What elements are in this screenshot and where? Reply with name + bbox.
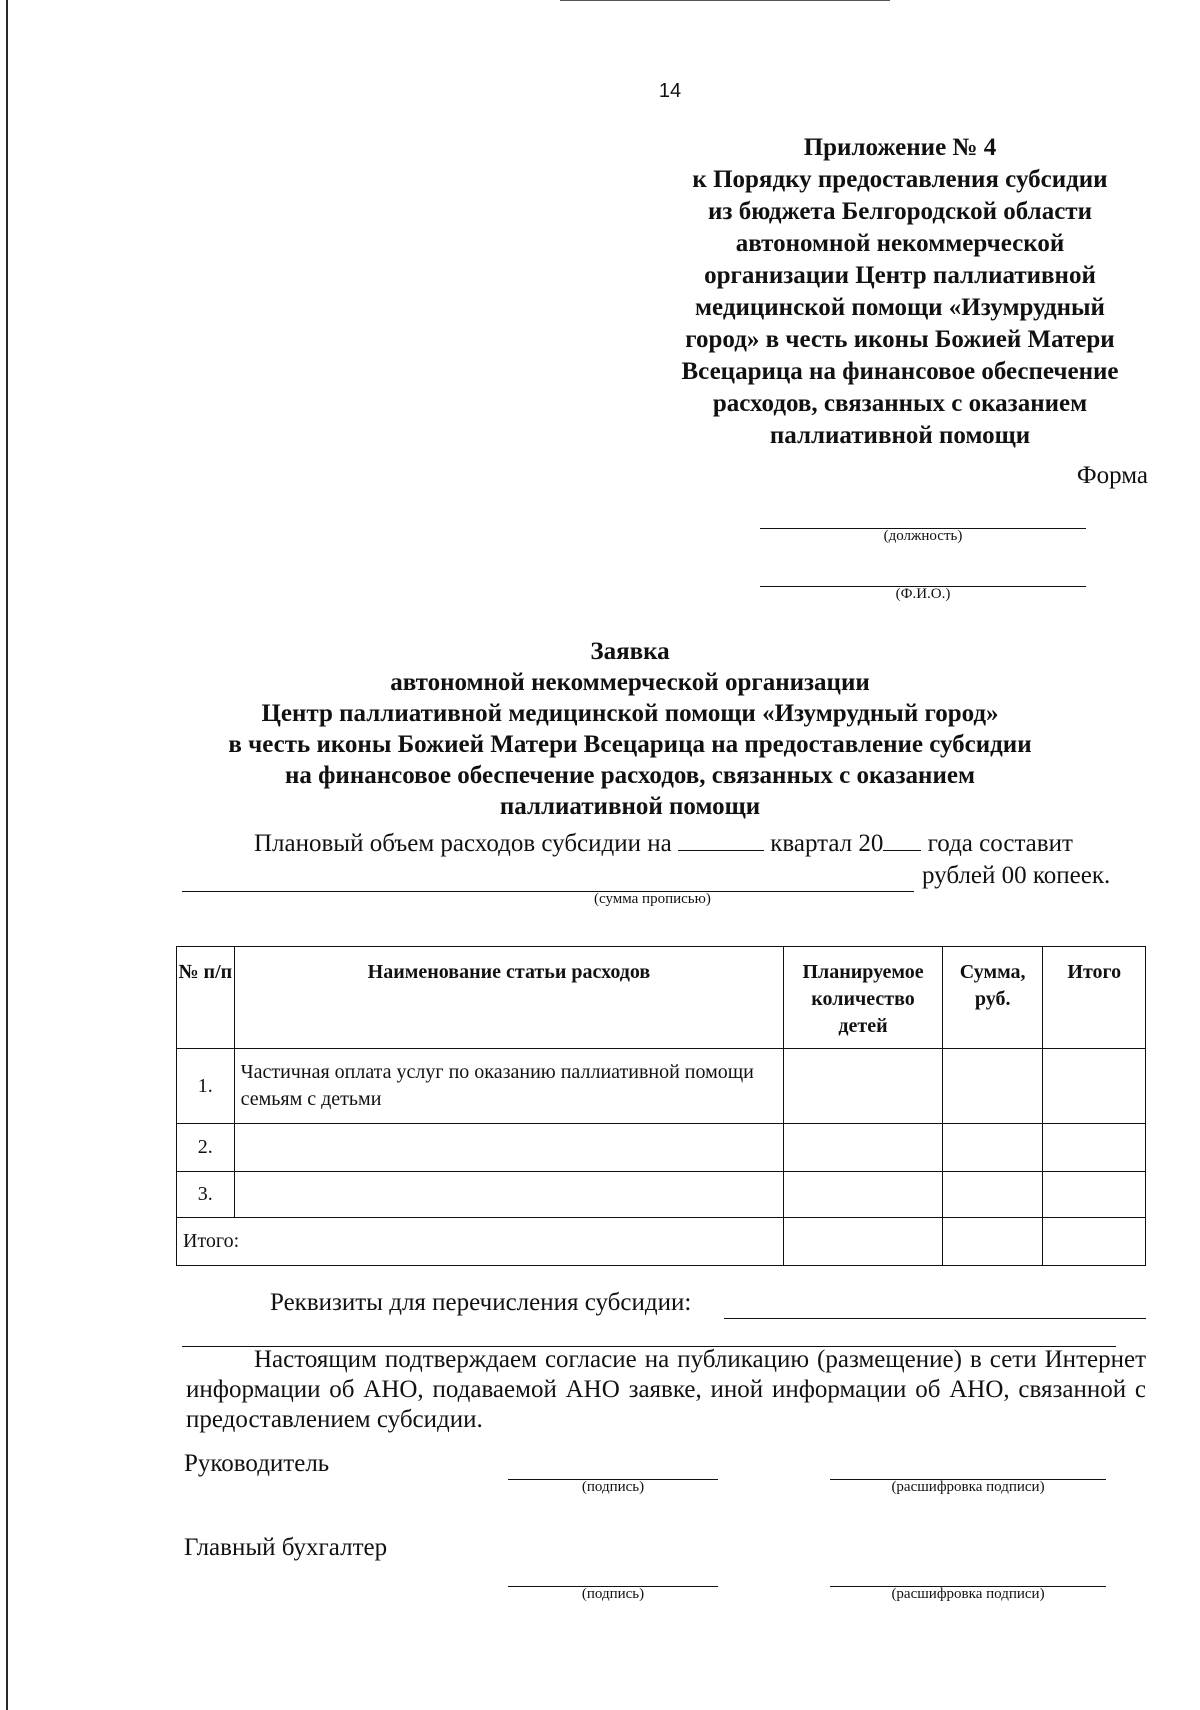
director-decode-caption: (расшифровка подписи) (891, 1479, 1045, 1495)
amount-caption: (сумма прописью) (594, 891, 711, 907)
appendix-line: организации Центр паллиативной (704, 262, 1096, 289)
table-header-row (177, 947, 1146, 1049)
form-label: Форма (1076, 462, 1148, 489)
consent-paragraph (186, 1345, 1146, 1435)
title-line: Центр паллиативной медицинской помощи «Изумрудный город» (261, 700, 999, 727)
table-row (177, 1172, 1146, 1218)
appendix-line: Всецарица на финансовое обеспечение (681, 358, 1119, 385)
row-number: 2. (177, 1124, 235, 1172)
row-sum-cell[interactable] (942, 1049, 1043, 1124)
title-line: автономной некоммерческой организации (390, 669, 870, 696)
accountant-signature-caption: (подпись) (581, 1586, 645, 1602)
row-number: 3. (177, 1172, 235, 1218)
director-signature-caption: (подпись) (581, 1479, 645, 1495)
scan-edge-top (560, 0, 890, 1)
planned-text: рублей 00 копеек. (922, 862, 1111, 889)
row-sum-cell[interactable] (942, 1172, 1043, 1218)
header-total: Итого (1043, 947, 1146, 1049)
row-children-cell[interactable] (784, 1172, 943, 1218)
position-caption: (должность) (883, 528, 963, 544)
row-number: 1. (177, 1049, 235, 1124)
table-total-row (177, 1218, 1146, 1266)
header-expense-item: Наименование статьи расходов (234, 947, 784, 1049)
scan-edge-left (6, 0, 8, 1710)
planned-text: квартал 20 (770, 830, 884, 857)
accountant-label: Главный бухгалтер (184, 1534, 388, 1561)
appendix-line: расходов, связанных с оказанием (712, 390, 1088, 417)
header-sum: Сумма, руб. (942, 947, 1043, 1049)
row-children-cell[interactable] (784, 1049, 943, 1124)
requisites-field[interactable] (724, 1318, 1146, 1319)
appendix-line: автономной некоммерческой (735, 230, 1065, 257)
quarter-field[interactable] (678, 850, 764, 851)
document-title (130, 636, 1130, 822)
expenses-table (176, 946, 1146, 1266)
table-row (177, 1124, 1146, 1172)
planned-text: года составит (927, 830, 1073, 857)
consent-text: Настоящим подтверждаем согласие на публикацию (размещение) в сети Интернет информации об АНО, подаваемой АНО заявке, иной информации об АНО, связанной с предоставлением субсидии. (186, 1346, 1146, 1433)
total-sum-cell[interactable] (942, 1218, 1043, 1266)
appendix-line: Приложение № 4 (803, 134, 997, 161)
row-sum-cell[interactable] (942, 1124, 1043, 1172)
title-line: на финансовое обеспечение расходов, связанных с оказанием (284, 762, 975, 789)
row-name[interactable] (234, 1172, 784, 1218)
requisites-label: Реквизиты для перечисления субсидии: (270, 1289, 692, 1316)
row-total-cell[interactable] (1043, 1172, 1146, 1218)
row-name[interactable] (234, 1124, 784, 1172)
planned-line-1 (254, 830, 1073, 858)
appendix-line: медицинской помощи «Изумрудный (695, 294, 1105, 321)
page-number: 14 (658, 80, 682, 102)
row-total-cell[interactable] (1043, 1124, 1146, 1172)
appendix-line: из бюджета Белгородской области (708, 198, 1092, 225)
appendix-header (660, 132, 1140, 452)
row-children-cell[interactable] (784, 1124, 943, 1172)
total-children-cell[interactable] (784, 1218, 943, 1266)
row-name: Частичная оплата услуг по оказанию паллиативной помощи семьям с детьми (234, 1049, 784, 1124)
name-caption: (Ф.И.О.) (895, 586, 951, 602)
appendix-line: паллиативной помощи (769, 422, 1031, 449)
title-line: в честь иконы Божией Матери Всецарица на предоставление субсидии (228, 731, 1032, 758)
header-number: № п/п (177, 947, 235, 1049)
total-label: Итого: (177, 1218, 784, 1266)
appendix-line: к Порядку предоставления субсидии (692, 166, 1108, 193)
accountant-decode-caption: (расшифровка подписи) (891, 1586, 1045, 1602)
header-children-count: Планируемое количество детей (784, 947, 943, 1049)
total-total-cell[interactable] (1043, 1218, 1146, 1266)
title-line: Заявка (590, 638, 670, 665)
row-total-cell[interactable] (1043, 1049, 1146, 1124)
director-label: Руководитель (184, 1450, 330, 1477)
title-line: паллиативной помощи (499, 793, 761, 820)
table-row (177, 1049, 1146, 1124)
year-field[interactable] (883, 850, 921, 851)
planned-text: Плановый объем расходов субсидии на (254, 830, 672, 857)
appendix-line: город» в честь иконы Божией Матери (685, 326, 1115, 353)
